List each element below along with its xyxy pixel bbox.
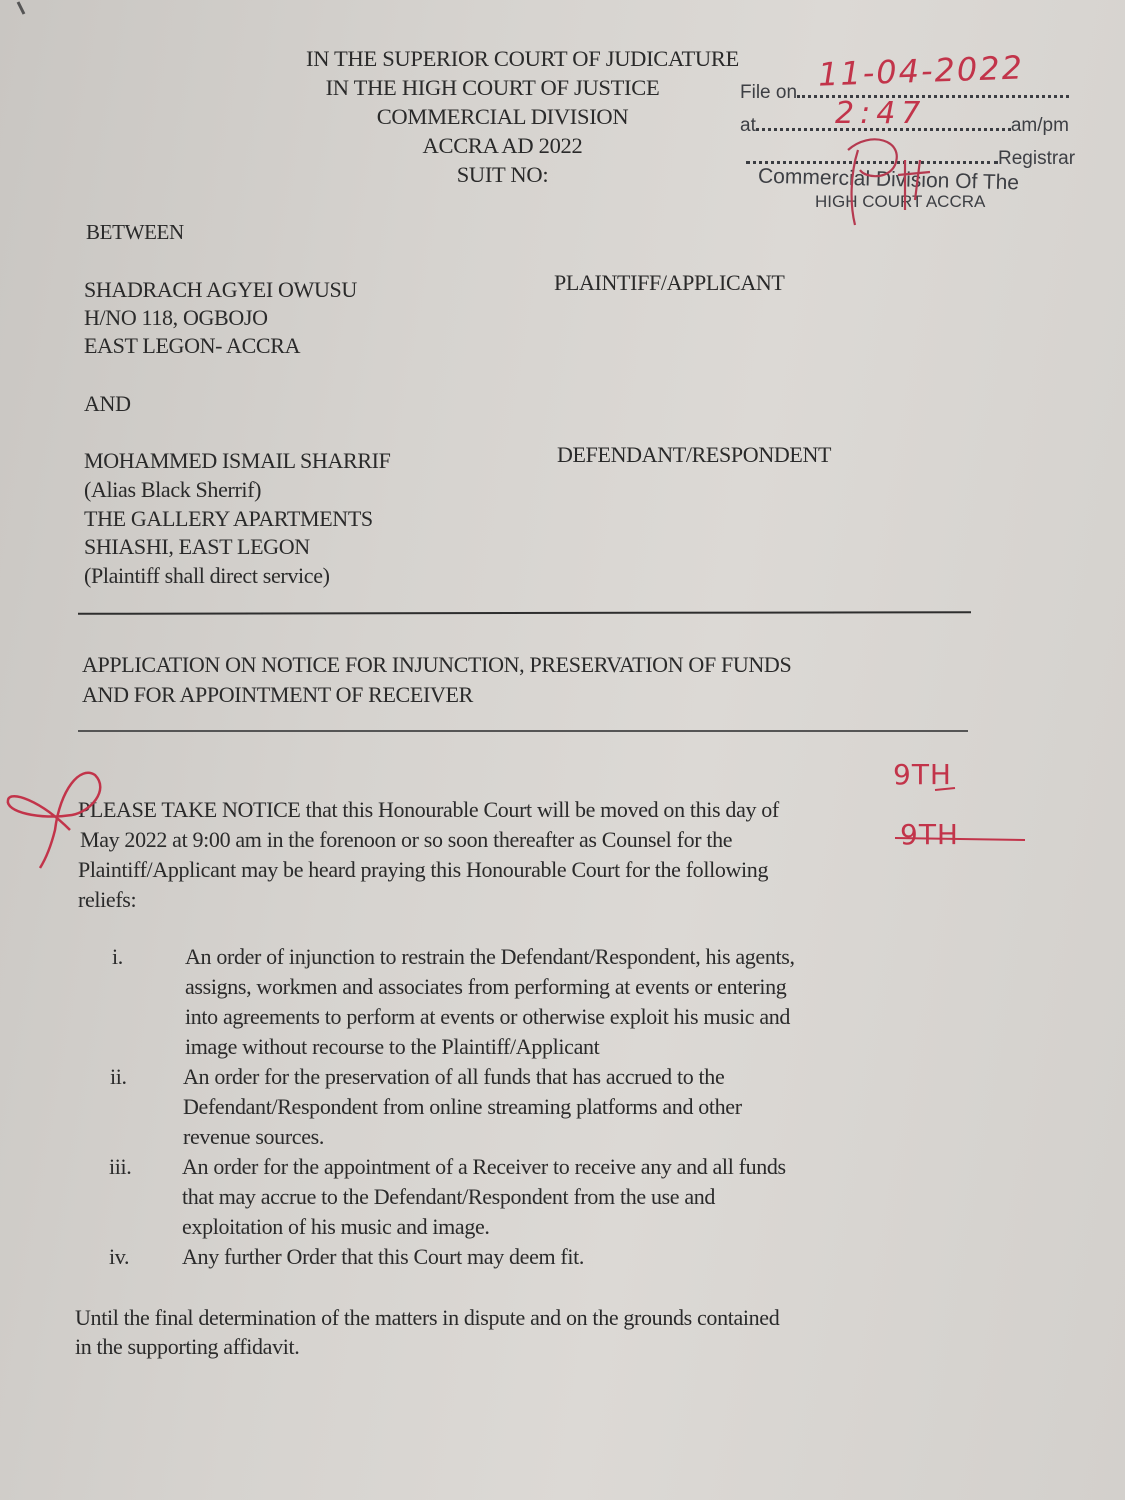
notice-line: May 2022 at 9:00 am in the forenoon or so soon thereafter as Counsel for the: [80, 827, 733, 852]
relief-number: ii.: [110, 1064, 127, 1089]
plaintiff-role: PLAINTIFF/APPLICANT: [554, 270, 785, 295]
and-label: AND: [84, 391, 131, 416]
corner-mark-icon: [18, 2, 24, 14]
relief-line: that may accrue to the Defendant/Respondent from the use and: [182, 1184, 716, 1209]
relief-number: iv.: [109, 1244, 130, 1269]
relief-line: Defendant/Respondent from online streaming platforms and other: [183, 1094, 742, 1119]
stamp-at-label: at: [740, 115, 756, 136]
heading-line-suit-no: SUIT NO:: [456, 162, 549, 187]
between-label: BETWEEN: [86, 220, 184, 244]
relief-line: Any further Order that this Court may deem fit.: [182, 1244, 585, 1269]
stamp-am-pm-label: am/pm: [1010, 115, 1069, 136]
relief-line: assigns, workmen and associates from performing at events or entering: [185, 974, 787, 999]
stamp-dotted-line: [746, 159, 998, 164]
defendant-name: MOHAMMED ISMAIL SHARRIF: [84, 448, 391, 473]
heading-line-accra: ACCRA AD 2022: [422, 133, 583, 158]
relief-number: iii.: [109, 1154, 132, 1179]
relief-line: An order for the preservation of all funds that has accrued to the: [183, 1064, 725, 1089]
plaintiff-name: SHADRACH AGYEI OWUSU: [84, 277, 357, 302]
notice-line: PLEASE TAKE NOTICE that this Honourable Court will be moved on this day of: [78, 797, 779, 822]
defendant-address-line: THE GALLERY APARTMENTS: [84, 506, 373, 531]
handwritten-day-annotation-2: 9TH: [900, 818, 959, 851]
relief-line: exploitation of his music and image.: [182, 1214, 490, 1239]
defendant-service-note: (Plaintiff shall direct service): [84, 563, 330, 588]
handwritten-filing-date: 11-04-2022: [817, 48, 1025, 94]
relief-line: An order of injunction to restrain the Defendant/Respondent, his agents,: [185, 944, 795, 969]
application-title-line-2: AND FOR APPOINTMENT OF RECEIVER: [82, 682, 473, 707]
handwritten-filing-time: 2:47: [835, 96, 927, 131]
notice-line: Plaintiff/Applicant may be heard praying this Honourable Court for the following: [78, 857, 769, 882]
stamp-court-line: HIGH COURT ACCRA: [815, 192, 986, 211]
relief-line: revenue sources.: [183, 1124, 324, 1149]
defendant-role: DEFENDANT/RESPONDENT: [557, 442, 832, 467]
divider-top: [78, 611, 971, 615]
relief-number: i.: [112, 944, 123, 969]
stamp-registrar-label: Registrar: [998, 148, 1076, 169]
plaintiff-address-line: H/NO 118, OGBOJO: [84, 305, 268, 330]
handwritten-day-annotation: 9TH: [893, 758, 952, 791]
defendant-address-line: SHIASHI, EAST LEGON: [84, 534, 310, 559]
notice-line: reliefs:: [78, 887, 137, 912]
heading-line-superior-court: IN THE SUPERIOR COURT OF JUDICATURE: [306, 46, 739, 71]
defendant-alias: (Alias Black Sherrif): [84, 477, 262, 502]
stamp-division-line: Commercial Division Of The: [757, 164, 1020, 195]
court-heading: [270, 44, 775, 189]
closing-line: in the supporting affidavit.: [75, 1334, 300, 1359]
stamp-file-on-label: File on: [740, 82, 798, 103]
application-title-line-1: APPLICATION ON NOTICE FOR INJUNCTION, PRESERVATION OF FUNDS: [82, 652, 792, 677]
heading-line-high-court: IN THE HIGH COURT OF JUSTICE: [325, 75, 660, 100]
relief-line: into agreements to perform at events or otherwise exploit his music and: [185, 1004, 791, 1029]
divider-bottom: [78, 730, 968, 732]
relief-line: image without recourse to the Plaintiff/Applicant: [185, 1034, 600, 1059]
heading-line-division: COMMERCIAL DIVISION: [376, 104, 629, 129]
closing-line: Until the final determination of the matters in dispute and on the grounds contained: [75, 1305, 780, 1330]
plaintiff-address-line: EAST LEGON- ACCRA: [84, 333, 301, 358]
notice-paragraph: [78, 795, 958, 915]
relief-line: An order for the appointment of a Receiver to receive any and all funds: [182, 1154, 786, 1179]
